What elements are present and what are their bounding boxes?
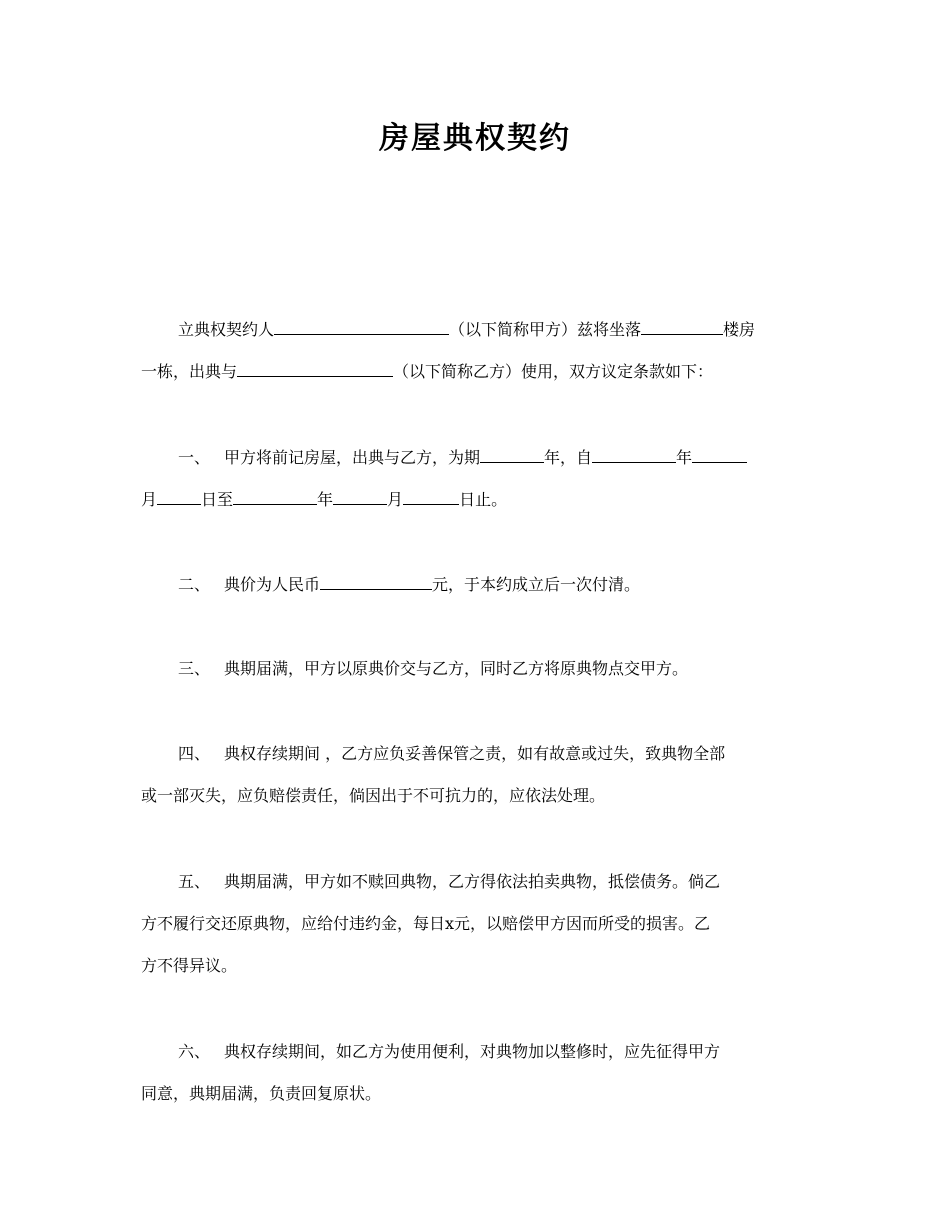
term-years-blank[interactable] [480, 446, 544, 463]
clause-5 [141, 861, 813, 987]
clause-6 [141, 1031, 813, 1115]
clause-6-number: 六、 [178, 1042, 211, 1061]
clause-6-line-1: 典权存续期间，如乙方为使用便利，对典物加以整修时，应先征得甲方 [224, 1042, 721, 1061]
location-blank[interactable] [641, 318, 723, 335]
clause-5-line-1: 典期届满，甲方如不赎回典物，乙方得依法拍卖典物，抵偿债务。倘乙 [224, 872, 721, 891]
document-title: 房屋典权契约 [379, 121, 571, 156]
intro-text-2: （以下简称甲方）兹将坐落 [449, 320, 642, 339]
clause-1-text-2: 年，自 [544, 448, 593, 467]
clause-1-text-1: 甲方将前记房屋，出典与乙方，为期 [224, 448, 481, 467]
clause-3-number: 三、 [178, 659, 211, 678]
clause-4-number: 四、 [178, 744, 211, 763]
end-month-blank[interactable] [333, 488, 387, 505]
clause-2-number: 二、 [178, 575, 211, 594]
clause-4-line-1: 典权存续期间 ，乙方应负妥善保管之责，如有故意或过失，致典物全部 [224, 744, 726, 763]
clause-1-text-6: 年 [317, 490, 334, 509]
clause-5-line-2: 方不履行交还原典物，应给付违约金，每日x元，以赔偿甲方因而所受的损害。乙 [141, 914, 711, 933]
clause-5-line-3: 方不得异议。 [141, 956, 238, 975]
intro-text-5: （以下简称乙方）使用，双方议定条款如下： [393, 362, 714, 381]
price-blank[interactable] [320, 573, 432, 590]
intro-paragraph [141, 309, 813, 393]
party-b-blank[interactable] [237, 360, 393, 377]
start-month-blank[interactable] [692, 446, 747, 463]
intro-text-3: 楼房 [723, 320, 756, 339]
intro-text-4: 一栋，出典与 [141, 362, 238, 381]
clause-2-text-1: 典价为人民币 [224, 575, 321, 594]
clause-1-text-8: 日止。 [459, 490, 508, 509]
intro-text-1: 立典权契约人 [178, 320, 275, 339]
clause-1-number: 一、 [178, 448, 211, 467]
clause-1-text-3: 年 [676, 448, 693, 467]
clause-4 [141, 733, 813, 817]
party-a-blank[interactable] [274, 318, 449, 335]
start-day-blank[interactable] [157, 488, 201, 505]
start-year-blank[interactable] [592, 446, 676, 463]
clause-6-line-2: 同意，典期届满，负责回复原状。 [141, 1084, 382, 1103]
clause-1-text-4: 月 [141, 490, 158, 509]
clause-2 [141, 564, 813, 606]
clause-3-text: 典期届满，甲方以原典价交与乙方，同时乙方将原典物点交甲方。 [224, 659, 689, 678]
clause-1-text-7: 月 [387, 490, 404, 509]
end-year-blank[interactable] [233, 488, 317, 505]
end-day-blank[interactable] [403, 488, 459, 505]
clause-5-number: 五、 [178, 872, 211, 891]
clause-2-text-2: 元，于本约成立后一次付清。 [432, 575, 641, 594]
clause-1-text-5: 日至 [201, 490, 234, 509]
clause-1 [141, 437, 813, 521]
clause-4-line-2: 或一部灭失，应负赔偿责任，倘因出于不可抗力的，应依法处理。 [141, 786, 606, 805]
clause-3 [141, 648, 813, 690]
